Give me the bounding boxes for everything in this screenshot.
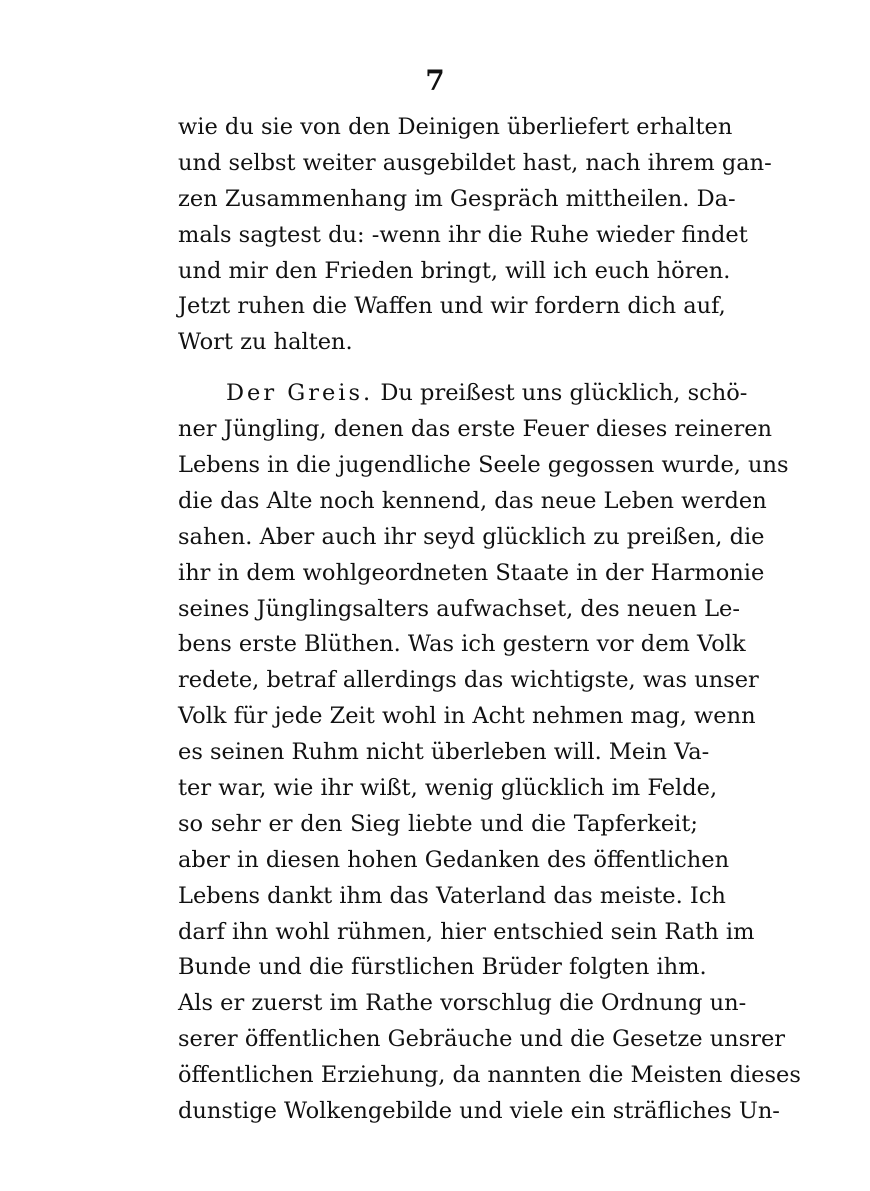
text-line: und mir den Frieden bringt, will ich euch hören. (178, 257, 731, 284)
text-line: die das Alte noch kennend, das neue Leben werden (178, 487, 767, 514)
text-line: Volk für jede Zeit wohl in Acht nehmen mag, wenn (178, 703, 756, 730)
text-line: seines Jünglingsalters aufwachset, des neuen Le- (178, 595, 740, 622)
text-line: zen Zusammenhang im Gespräch mittheilen. Da- (178, 185, 736, 212)
text-line: ter war, wie ihr wißt, wenig glücklich im Felde, (178, 775, 718, 802)
text-line: sahen. Aber auch ihr seyd glücklich zu preißen, die (178, 523, 765, 550)
paragraph-1 (178, 110, 772, 361)
text-line: dunstige Wolkengebilde und viele ein sträfliches Un- (178, 1098, 780, 1125)
text-line-with-speaker (178, 376, 748, 412)
text-line: serer öffentlichen Gebräuche und die Gesetze unsrer (178, 1026, 786, 1053)
text-line: es seinen Ruhm nicht überleben will. Mein Va- (178, 739, 710, 766)
text-line: redete, betraf allerdings das wichtigste, was unser (178, 667, 759, 694)
speaker-name: Der Greis. (226, 380, 374, 407)
text-line: mals sagtest du: -wenn ihr die Ruhe wieder findet (178, 221, 748, 248)
text-line: Lebens in die jugendliche Seele gegossen wurde, uns (178, 452, 789, 479)
text-line: Wort zu halten. (178, 329, 353, 356)
text-line: Bunde und die fürstlichen Brüder folgten ihm. (178, 954, 707, 981)
page-number: 7 (425, 64, 445, 97)
text-line: bens erste Blüthen. Was ich gestern vor dem Volk (178, 631, 746, 658)
paragraph-2 (178, 376, 801, 1130)
text-line: ner Jüngling, denen das erste Feuer dieses reineren (178, 416, 773, 443)
body-text (178, 110, 801, 1130)
text-line: so sehr er den Sieg liebte und die Tapferkeit; (178, 810, 698, 837)
text-line: darf ihn wohl rühmen, hier entschied sein Rath im (178, 918, 755, 945)
text-line: Lebens dankt ihm das Vaterland das meiste. Ich (178, 882, 726, 909)
text-line: wie du sie von den Deinigen überliefert erhalten (178, 114, 733, 140)
paragraph-gap (178, 361, 698, 376)
text-line: öffentlichen Erziehung, da nannten die Meisten dieses (178, 1062, 801, 1089)
text-line: Als er zuerst im Rathe vorschlug die Ordnung un- (178, 990, 747, 1017)
text-line: aber in diesen hohen Gedanken des öffentlichen (178, 846, 730, 873)
text-line: und selbst weiter ausgebildet hast, nach ihrem gan- (178, 149, 772, 176)
speech-start: Du preißest uns glücklich, schö- (380, 380, 748, 407)
text-line: ihr in dem wohlgeordneten Staate in der Harmonie (178, 559, 765, 586)
text-line: Jetzt ruhen die Waffen und wir fordern dich auf, (178, 293, 726, 320)
